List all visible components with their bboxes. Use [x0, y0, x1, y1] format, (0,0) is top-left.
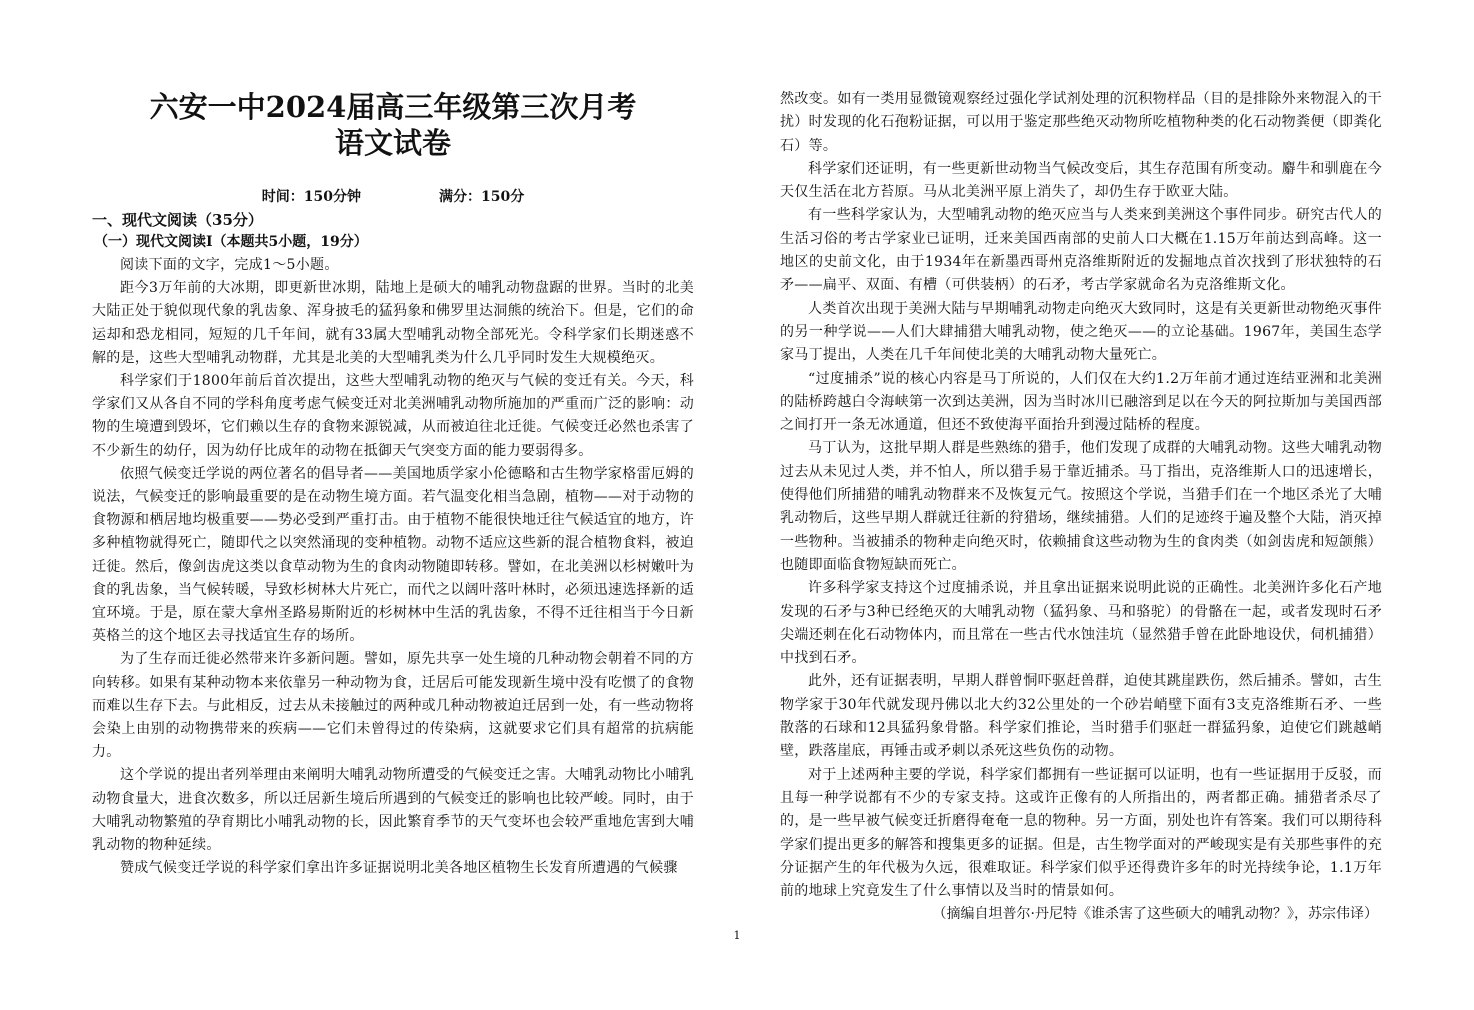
reading-instruction: 阅读下面的文字，完成1～5小题。	[120, 257, 339, 273]
exam-meta	[92, 187, 694, 207]
passage-paragraph: 人类首次出现于美洲大陆与早期哺乳动物走向绝灭大致同时，这是有关更新世动物绝灭事件的另一种学说——人们大肆捕猎大哺乳动物，使之绝灭——的立论基础。1967年，美国生态学家马丁提出，人类在几千年间使北美的大哺乳动物大量死亡。	[780, 300, 1382, 364]
passage-paragraph: 依照气候变迁学说的两位著名的倡导者——美国地质学家小伦德略和古生物学家格雷厄姆的说法，气候变迁的影响最重要的是在动物生境方面。若气温变化相当急剧，植物——对于动物的食物源和栖居地均极重要——势必受到严重打击。由于植物不能很快地迁往气候适宜的地方，许多种植物就得死亡，随即代之以突然涌现的变种植物。动物不适应这些新的混合植物食料，被迫迁徙。然后，像剑齿虎这类以食草动物为生的食肉动物随即转移。譬如，在北美洲以杉树嫩叶为食的乳齿象，当气候转暖，导致杉树林大片死亡，而代之以阔叶落叶林时，必须迅速选择新的适宜环境。于是，原在蒙大拿州圣路易斯附近的杉树林中生活的乳齿象，不得不迁往相当于今日新英格兰的这个地区去寻找适宜生存的场所。	[92, 465, 694, 645]
passage-paragraph: 这个学说的提出者列举理由来阐明大哺乳动物所遭受的气候变迁之害。大哺乳动物比小哺乳动物食量大，进食次数多，所以迁居新生境后所遇到的气候变迁的影响也比较严峻。同时，由于大哺乳动物繁殖的孕育期比小哺乳动物的长，因此繁育季节的天气变坏也会较严重地危害到大哺乳动物的物种延续。	[92, 767, 694, 854]
passage-paragraph: 距今3万年前的大冰期，即更新世冰期，陆地上是硕大的哺乳动物盘踞的世界。当时的北美大陆正处于貌似现代象的乳齿象、浑身披毛的猛犸象和佛罗里达洞熊的统治下。但是，它们的命运却和恐龙相同，短短的几千年间，就有33属大型哺乳动物全部死光。令科学家们长期迷惑不解的是，这些大型哺乳动物群，尤其是北美的大型哺乳类为什么几乎同时发生大规模绝灭。	[92, 280, 694, 366]
left-column	[92, 0, 694, 880]
passage-paragraph: 有一些科学家认为，大型哺乳动物的绝灭应当与人类来到美洲这个事件同步。研究古代人的生活习俗的考古学家业已证明，迁来美国西南部的史前人口大概在1.15万年前达到高峰。这一地区的史前文化，由于1934年在新墨西哥州克洛维斯附近的发掘地点首次找到了形状独特的石矛——扁平、双面、有槽（可供装柄）的石矛，考古学家就命名为克洛维斯文化。	[780, 207, 1382, 294]
exam-full-score: 满分：150分	[439, 189, 525, 205]
passage-paragraph: 赞成气候变迁学说的科学家们拿出许多证据说明北美各地区植物生长发育所遭遇的气候骤	[120, 860, 678, 877]
right-column	[780, 0, 1382, 927]
exam-subject-title: 语文试卷	[334, 126, 451, 160]
passage-paragraph-continued: 然改变。如有一类用显微镜观察经过强化学试剂处理的沉积物样品（目的是排除外来物混入的干扰）时发现的化石孢粉证据，可以用于鉴定那些绝灭动物所吃植物种类的化石动物粪便（即粪化石）等。	[780, 91, 1382, 154]
passage-paragraph: “过度捕杀”说的核心内容是马丁所说的，人们仅在大约1.2万年前才通过连结亚洲和北美洲的陆桥跨越白令海峡第一次到达美洲，因为当时冰川已融溶到足以在今天的阿拉斯加与美国西部之间打开一条无冰通道，但还不致使海平面抬升到漫过陆桥的程度。	[780, 370, 1382, 434]
subsection-heading: （一）现代文阅读Ⅰ（本题共5小题，19分）	[94, 234, 368, 250]
passage-paragraph: 为了生存而迁徙必然带来许多新问题。譬如，原先共享一处生境的几种动物会朝着不同的方向转移。如果有某种动物本来依靠另一种动物为食，迁居后可能发现新生境中没有吃惯了的食物而难以生存下去。与此相反，过去从未接触过的两种或几种动物被迫迁居到一处，有一些动物将会染上由别的动物携带来的疾病——它们未曾得过的传染病，这就要求它们具有超常的抗病能力。	[92, 651, 694, 761]
exam-time: 时间：150分钟	[261, 189, 361, 205]
section-heading: 一、现代文阅读（35分）	[92, 211, 263, 229]
passage-paragraph: 科学家们还证明，有一些更新世动物当气候改变后，其生存范围有所变动。麝牛和驯鹿在今天仅生活在北方苔原。马从北美洲平原上消失了，却仍生存于欧亚大陆。	[780, 160, 1382, 201]
passage-paragraph: 对于上述两种主要的学说，科学家们都拥有一些证据可以证明，也有一些证据用于反驳，而且每一种学说都有不少的专家支持。这或许正像有的人所指出的，两者都正确。捕猎者杀尽了的，是一些早被气候变迁折磨得奄奄一息的物种。另一方面，别处也许有答案。我们可以期待科学家们提出更多的解答和搜集更多的证据。但是，古生物学面对的严峻现实是有关那些事件的充分证据产生的年代极为久远，很难取证。科学家们似乎还得费许多年的时光持续争论，1.1万年前的地球上究竟发生了什么事情以及当时的情景如何。	[780, 766, 1382, 900]
passage-paragraph: 马丁认为，这批早期人群是些熟练的猎手，他们发现了成群的大哺乳动物。这些大哺乳动物过去从未见过人类，并不怕人，所以猎手易于靠近捕杀。马丁指出，克洛维斯人口的迅速增长，使得他们所捕猎的哺乳动物群来不及恢复元气。按照这个学说，当猎手们在一个地区杀光了大哺乳动物后，这些早期人群就迁往新的狩猎场，继续捕猎。人们的足迹终于遍及整个大陆，消灭掉一些物种。当被捕杀的物种走向绝灭时，依赖捕食这些动物为生的食肉类（如剑齿虎和短颌熊）也随即面临食物短缺而死亡。	[780, 440, 1382, 573]
source-citation: （摘编自坦普尔·丹尼特《谁杀害了这些硕大的哺乳动物？》，苏宗伟译）	[932, 906, 1378, 923]
page-number: 1	[733, 929, 741, 942]
passage-paragraph: 许多科学家支持这个过度捕杀说，并且拿出证据来说明此说的正确性。北美洲许多化石产地发现的石矛与3种已经绝灭的大哺乳动物（猛犸象、马和骆驼）的骨骼在一起，或者发现时石矛尖端还刺在化石动物体内，而且常在一些古代水蚀洼坑（显然猎手曾在此卧地设伏，伺机捕猎）中找到石矛。	[780, 580, 1382, 667]
passage-paragraph: 科学家们于1800年前后首次提出，这些大型哺乳动物的绝灭与气候的变迁有关。今天，科学家们又从各自不同的学科角度考虑气候变迁对北美洲哺乳动物所施加的严重而广泛的影响：动物的生境遭到毁坏，它们赖以生存的食物来源锐减，从而被迫往北迁徙。气候变迁必然也杀害了不少新生的幼仔，因为幼仔比成年的动物在抵御天气突变方面的能力要弱得多。	[92, 373, 694, 459]
passage-paragraph: 此外，还有证据表明，早期人群曾恫吓驱赶兽群，迫使其跳崖跌伤，然后捕杀。譬如，古生物学家于30年代就发现丹佛以北大约32公里处的一个砂岩峭壁下面有3支克洛维斯石矛、一些散落的石球和12具猛犸象骨骼。科学家们推论，当时猎手们驱赶一群猛犸象，迫使它们跳越峭壁，跌落崖底，再锤击或矛刺以杀死这些负伤的动物。	[780, 673, 1382, 760]
exam-title: 六安一中2024届高三年级第三次月考	[149, 90, 637, 124]
